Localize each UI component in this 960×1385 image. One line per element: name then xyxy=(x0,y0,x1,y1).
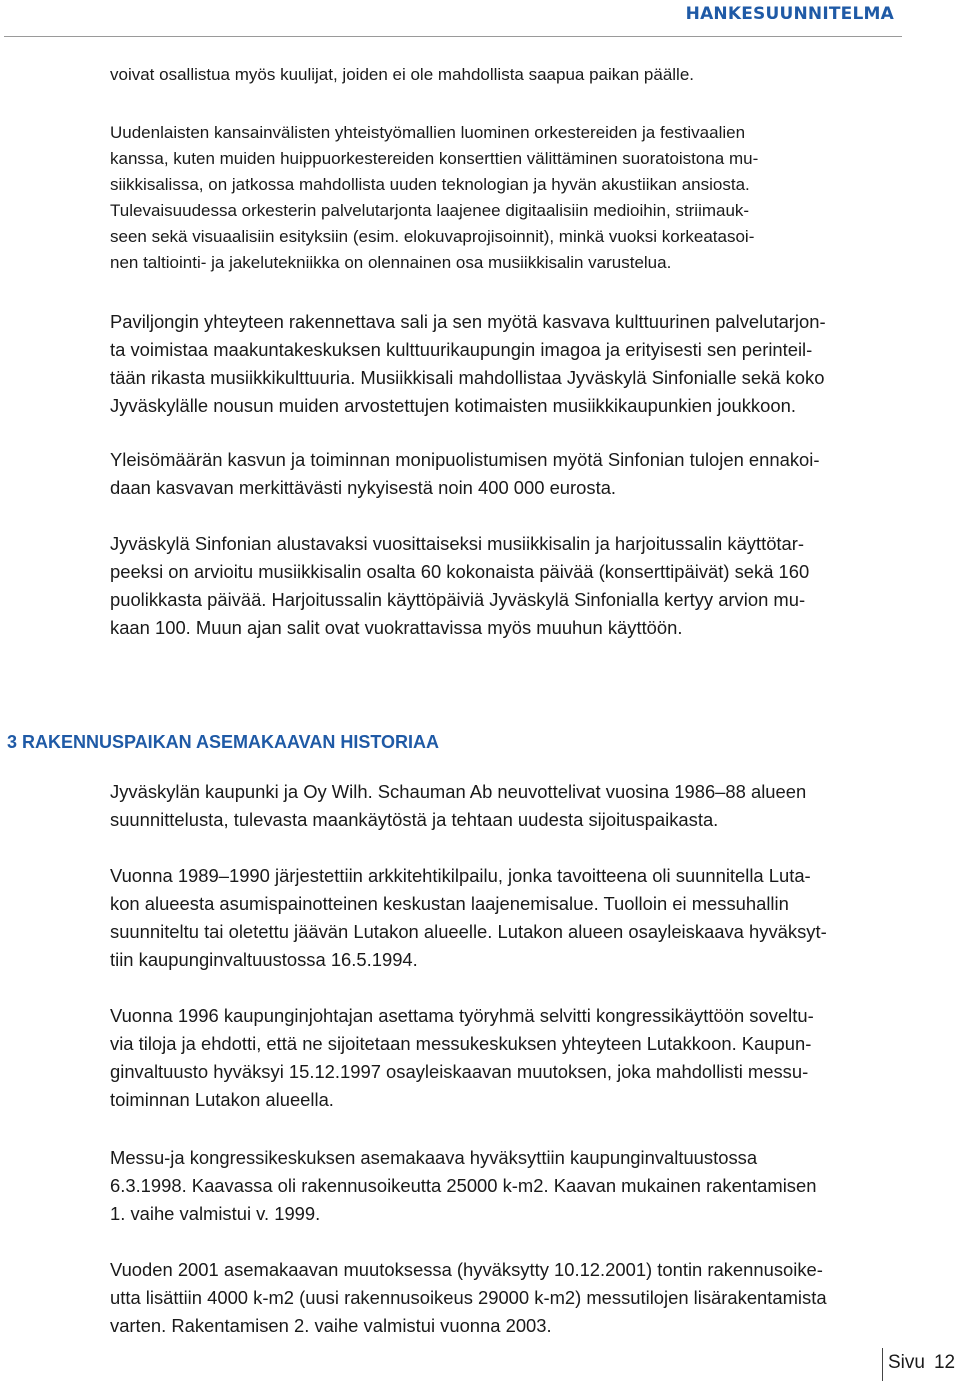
document-header-title: HANKESUUNNITELMA xyxy=(685,4,894,24)
footer-divider xyxy=(882,1348,883,1381)
page-number xyxy=(888,1352,955,1374)
paragraph-negotiations: Jyväskylän kaupunki ja Oy Wilh. Schauman Ab neuvottelivat vuosina 1986–88 alueen suunnittelusta, tulevasta maankäytöstä ja tehtaan uudesta sijoituspaikasta. xyxy=(110,781,807,830)
paragraph-plan-amendment: Vuoden 2001 asemakaavan muutoksessa (hyväksytty 10.12.2001) tontin rakennusoike- utta lisättiin 4000 k-m2 (uusi rakennusoikeus 29000 k-m2) messutilojen lisärakentamista varten. Rakentamisen 2. vaihe valmistui vuonna 2003. xyxy=(110,1259,827,1336)
paragraph-working-group: Vuonna 1996 kaupunginjohtajan asettama työryhmä selvitti kongressikäyttöön soveltu- via tiloja ja ehdotti, että ne sijoitetaan messukeskuksen yhteyteen Lutakkoon. Kaupun- ginvaltuusto hyväksyi 15.12.1997 osayleiskaavan muutoksen, joka mahdollisti messu- toiminnan Lutakon alueella. xyxy=(110,1005,814,1110)
page-label: Sivu xyxy=(888,1352,925,1373)
paragraph-pavilion: Paviljongin yhteyteen rakennettava sali ja sen myötä kasvava kulttuurinen palvelutarjon- ta voimistaa maakuntakeskuksen kulttuurikaupungin imagoa ja erityisesti sen perinteil- tään rikasta musiikkikulttuuria. Musiikkisali mahdollistaa Jyväskylä Sinfonialle sekä koko Jyväskylälle nousun muiden arvostettujen kotimaisten musiikkikaupunkien joukkoon. xyxy=(110,311,826,416)
paragraph-zoning-plan: Messu-ja kongressikeskuksen asemakaava hyväksyttiin kaupunginvaltuustossa 6.3.1998. Kaavassa oli rakennusoikeutta 25000 k-m2. Kaavan mukainen rakentamisen 1. vaihe valmistui v. 1999. xyxy=(110,1147,817,1224)
header-divider xyxy=(4,36,902,37)
paragraph-usage-estimate: Jyväskylä Sinfonian alustavaksi vuosittaiseksi musiikkisalin ja harjoitussalin käyttötar- peeksi on arvioitu musiikkisalin osalta 60 kokonaista päivää (konserttipäivät) sekä 160 puolikkasta päivää. Harjoitussalin käyttöpäiviä Jyväskylä Sinfonialla kertyy arvion mu- kaan 100. Muun ajan salit ovat vuokrattavissa myös muuhun käyttöön. xyxy=(110,533,810,638)
section-heading: 3 RAKENNUSPAIKAN ASEMAKAAVAN HISTORIAA xyxy=(7,732,440,752)
paragraph-architecture-competition: Vuonna 1989–1990 järjestettiin arkkitehtikilpailu, jonka tavoitteena oli suunnitella Luta- kon alueesta asumispainotteinen keskustan laajenemisalue. Tuolloin ei messuhallin suunniteltu tai oletettu jäävän Lutakon alueelle. Lutakon alueen osayleiskaava hyväksyt- tiin kaupunginvaltuustossa 16.5.1994. xyxy=(110,865,827,970)
paragraph-collaboration: Uudenlaisten kansainvälisten yhteistyömallien luominen orkestereiden ja festivaalien kanssa, kuten muiden huippuorkestereiden konserttien välittäminen suoratoistona mu- siikkisalissa, on jatkossa mahdollista uuden teknologian ja hyvän akustiikan ansiosta. Tulevaisuudessa orkesterin palvelutarjonta laajenee digitaalisiin medioihin, striimauk- seen sekä visuaalisiin esityksiin (esim. elokuvaprojisoinnit), minkä vuoksi korkeatasoi- nen taltiointi- ja jakelutekniikka on olennainen osa musiikkisalin varustelua. xyxy=(110,123,759,272)
paragraph-intro-continuation: voivat osallistua myös kuulijat, joiden ei ole mahdollista saapua paikan päälle. xyxy=(110,65,695,84)
paragraph-audience-growth: Yleisömäärän kasvun ja toiminnan monipuolistumisen myötä Sinfonian tulojen ennakoi- daan kasvavan merkittävästi nykyisestä noin 400 000 eurosta. xyxy=(110,449,820,498)
page-number-value: 12 xyxy=(933,1352,956,1373)
